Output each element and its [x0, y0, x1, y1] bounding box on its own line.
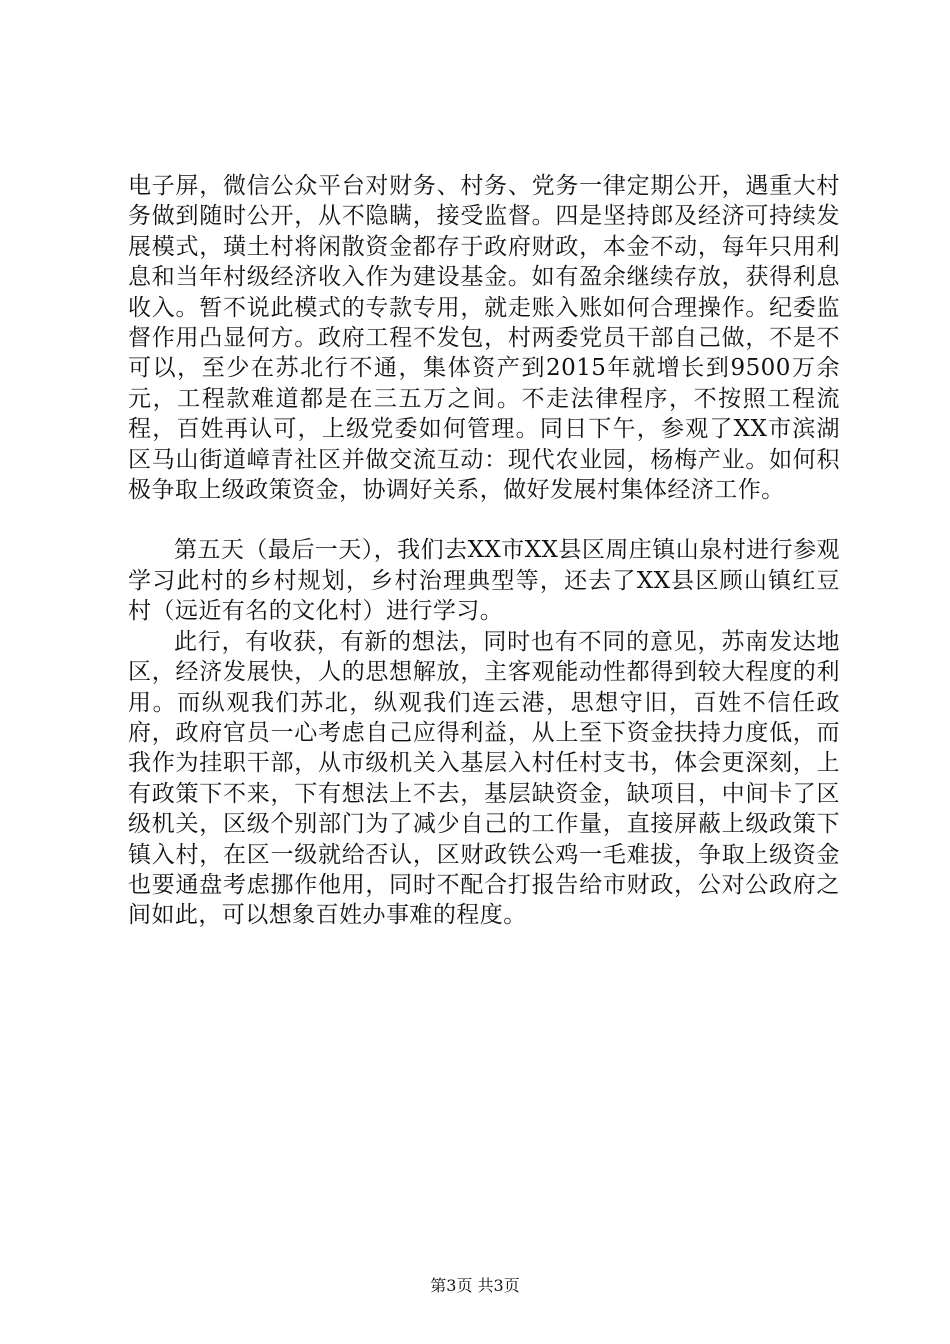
paragraph-day-five: 第五天（最后一天），我们去XX市XX县区周庄镇山泉村进行参观学习此村的乡村规划，乡村治理典型等，还去了XX县区顾山镇红豆村（远近有名的文化村）进行学习。: [128, 537, 840, 625]
paragraph-reflection: 此行，有收获，有新的想法，同时也有不同的意见，苏南发达地区，经济发展快，人的思想解放，主客观能动性都得到较大程度的利用。而纵观我们苏北，纵观我们连云港，思想守旧，百姓不信任政府，政府官员一心考虑自己应得利益，从上至下资金扶持力度低，而我作为挂职干部，从市级机关入基层入村任村支书，体会更深刻，上有政策下不来，下有想法上不去，基层缺资金，缺项目，中间卡了区级机关，区级个别部门为了减少自己的工作量，直接屏蔽上级政策下镇入村，在区一级就给否认，区财政铁公鸡一毛难拔，争取上级资金也要通盘考虑挪作他用，同时不配合打报告给市财政，公对公政府之间如此，可以想象百姓办事难的程度。: [128, 628, 840, 929]
paragraph-continuation: 电子屏，微信公众平台对财务、村务、党务一律定期公开，遇重大村务做到随时公开，从不隐瞒，接受监督。四是坚持郎及经济可持续发展模式，璜土村将闲散资金都存于政府财政，本金不动，每年只用利息和当年村级经济收入作为建设基金。如有盈余继续存放，获得利息收入。暂不说此模式的专款专用，就走账入账如何合理操作。纪委监督作用凸显何方。政府工程不发包，村两委党员干部自己做，不是不可以，至少在苏北行不通，集体资产到2015年就增长到9500万余元，工程款难道都是在三五万之间。不走法律程序，不按照工程流程，百姓再认可，上级党委如何管理。同日下午，参观了XX市滨湖区马山街道嶂青社区并做交流互动：现代农业园，杨梅产业。如何积极争取上级政策资金，协调好关系，做好发展村集体经济工作。: [128, 173, 840, 504]
document-body: [128, 171, 840, 931]
page-footer: 第3页 共3页: [430, 1276, 520, 1295]
